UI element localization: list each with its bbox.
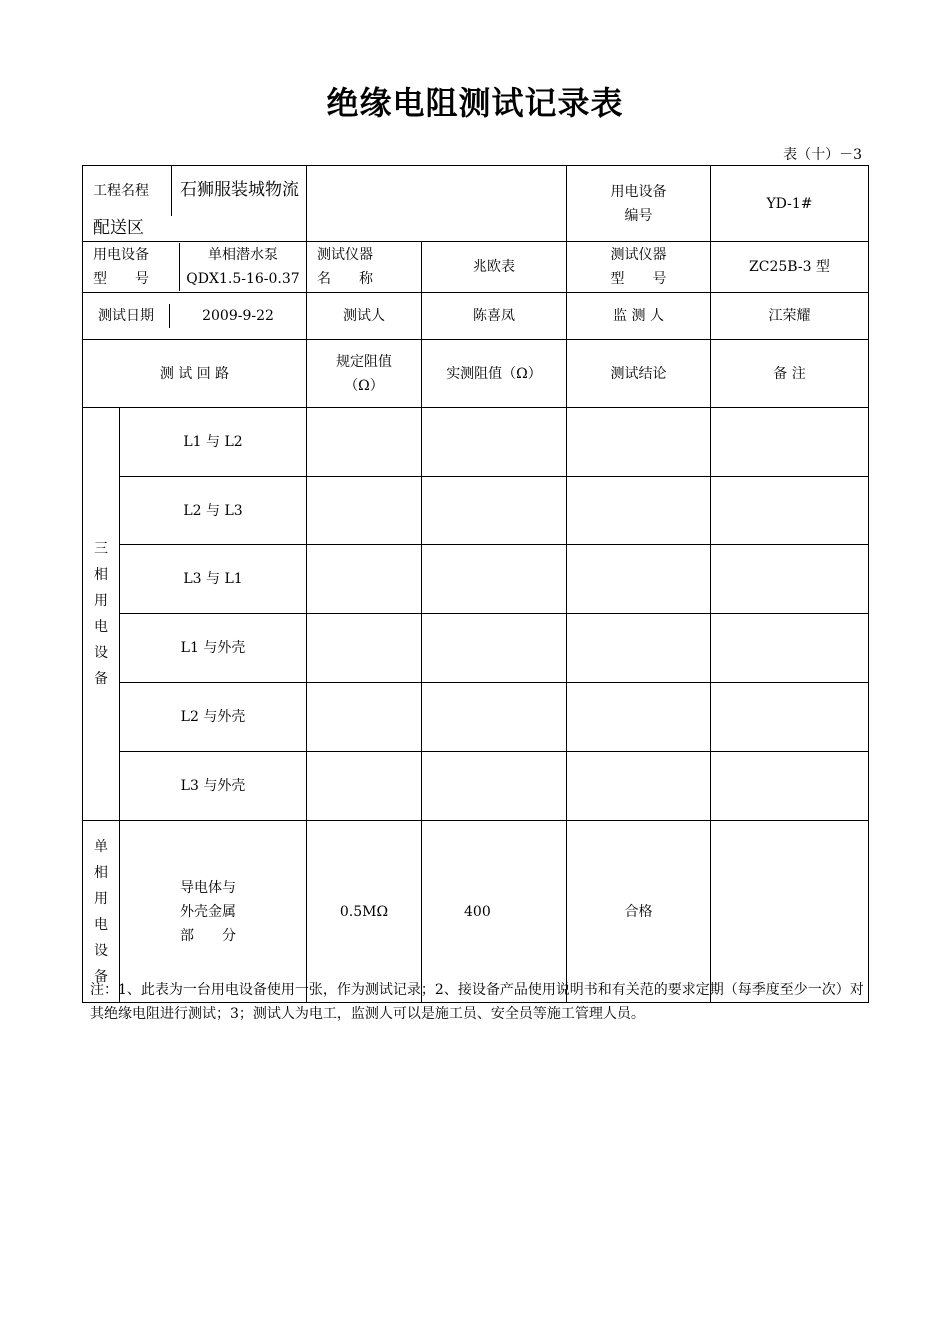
- table-row: [83, 408, 869, 477]
- monitor: 江荣耀: [711, 293, 869, 340]
- test-date: 2009-9-22: [202, 308, 274, 324]
- date-row: [83, 293, 869, 340]
- test-date-label: 测试日期: [83, 304, 170, 328]
- instrument-name-label-cell: [307, 242, 422, 293]
- date-cell: [83, 293, 307, 340]
- single-spec: 0.5MΩ: [307, 821, 422, 1003]
- measured-cell: [422, 614, 567, 683]
- conclusion-cell: [567, 752, 711, 821]
- single-remark: [711, 821, 869, 1003]
- table-row: [83, 683, 869, 752]
- spec-cell: [307, 614, 422, 683]
- footnote: 注：1、此表为一台用电设备使用一张，作为测试记录；2、接设备产品使用说明书和有关范的要求定期（每季度至少一次）对其绝缘电阻进行测试；3；测试人为电工，监测人可以是施工员、安全员等施工管理人员。: [90, 982, 864, 1022]
- remark-cell: [711, 477, 869, 545]
- tester-label: 测试人: [307, 293, 422, 340]
- col-spec-line2: （Ω）: [344, 377, 384, 394]
- single-phase-row: [83, 821, 869, 1003]
- device-no: YD-1#: [711, 166, 869, 242]
- single-measured: 400: [422, 821, 567, 1003]
- table-row: [83, 545, 869, 614]
- three-phase-label: 三 相 用 电 设 备: [83, 408, 120, 821]
- measured-cell: [422, 408, 567, 477]
- circuit-cell: L2 与 L3: [120, 477, 307, 545]
- project-name: 石狮服装城物流配送区: [93, 180, 299, 238]
- spec-cell: [307, 545, 422, 614]
- conclusion-cell: [567, 614, 711, 683]
- project-name-label-cell: [83, 166, 307, 242]
- device-model-cell: [83, 242, 307, 293]
- col-spec-cell: [307, 340, 422, 408]
- instrument-name-label-line1: 测试仪器: [317, 247, 373, 263]
- remark-cell: [711, 408, 869, 477]
- monitor-label: 监 测 人: [567, 293, 711, 340]
- conclusion-cell: [567, 408, 711, 477]
- remark-cell: [711, 683, 869, 752]
- device-no-label-cell: [567, 166, 711, 242]
- col-remark: 备 注: [711, 340, 869, 408]
- col-conclusion: 测试结论: [567, 340, 711, 408]
- blank-cell: [307, 166, 567, 242]
- instrument-model-label-line2: 型 号: [610, 271, 667, 287]
- instrument-name: 兆欧表: [422, 242, 567, 293]
- remark-cell: [711, 614, 869, 683]
- device-row: [83, 242, 869, 293]
- instrument-model-label-cell: [567, 242, 711, 293]
- single-phase-label: 单 相 用 电 设 备: [83, 821, 120, 1003]
- remark-cell: [711, 545, 869, 614]
- conclusion-cell: [567, 683, 711, 752]
- instrument-model: ZC25B-3 型: [711, 242, 869, 293]
- insulation-test-form: [82, 165, 869, 1003]
- single-circuit: 导电体与 外壳金属 部 分: [120, 821, 307, 1003]
- col-spec-line1: 规定阻值: [336, 353, 392, 370]
- circuit-cell: L3 与外壳: [120, 752, 307, 821]
- table-number: 表（十）－3: [783, 147, 862, 163]
- table-row: [83, 752, 869, 821]
- tester: 陈喜凤: [422, 293, 567, 340]
- device-model-line1: 单相潜水泵: [208, 247, 278, 263]
- circuit-cell: L2 与外壳: [120, 683, 307, 752]
- measured-cell: [422, 545, 567, 614]
- measured-cell: [422, 477, 567, 545]
- spec-cell: [307, 477, 422, 545]
- device-model-label-line1: 用电设备: [93, 247, 149, 263]
- measured-cell: [422, 683, 567, 752]
- table-row: [83, 614, 869, 683]
- spec-cell: [307, 752, 422, 821]
- project-row: [83, 166, 869, 242]
- conclusion-cell: [567, 477, 711, 545]
- measured-cell: [422, 752, 567, 821]
- remark-cell: [711, 752, 869, 821]
- spec-cell: [307, 408, 422, 477]
- header-row: [83, 340, 869, 408]
- col-circuit: 测 试 回 路: [83, 340, 307, 408]
- spec-cell: [307, 683, 422, 752]
- circuit-cell: L3 与 L1: [120, 545, 307, 614]
- single-conclusion: 合格: [567, 821, 711, 1003]
- conclusion-cell: [567, 545, 711, 614]
- device-no-label-line2: 编号: [624, 207, 653, 224]
- device-no-label-line1: 用电设备: [610, 183, 667, 200]
- circuit-cell: L1 与外壳: [120, 614, 307, 683]
- page-title: 绝缘电阻测试记录表: [326, 84, 624, 122]
- project-name-label: 工程名程: [93, 183, 149, 199]
- instrument-model-label-line1: 测试仪器: [610, 247, 667, 263]
- device-model-label-line2: 型 号: [93, 271, 149, 287]
- col-measured: 实测阻值（Ω）: [422, 340, 567, 408]
- device-model-line2: QDX1.5-16-0.37: [186, 271, 300, 287]
- table-row: [83, 477, 869, 545]
- circuit-cell: L1 与 L2: [120, 408, 307, 477]
- instrument-name-label-line2: 名 称: [317, 271, 373, 287]
